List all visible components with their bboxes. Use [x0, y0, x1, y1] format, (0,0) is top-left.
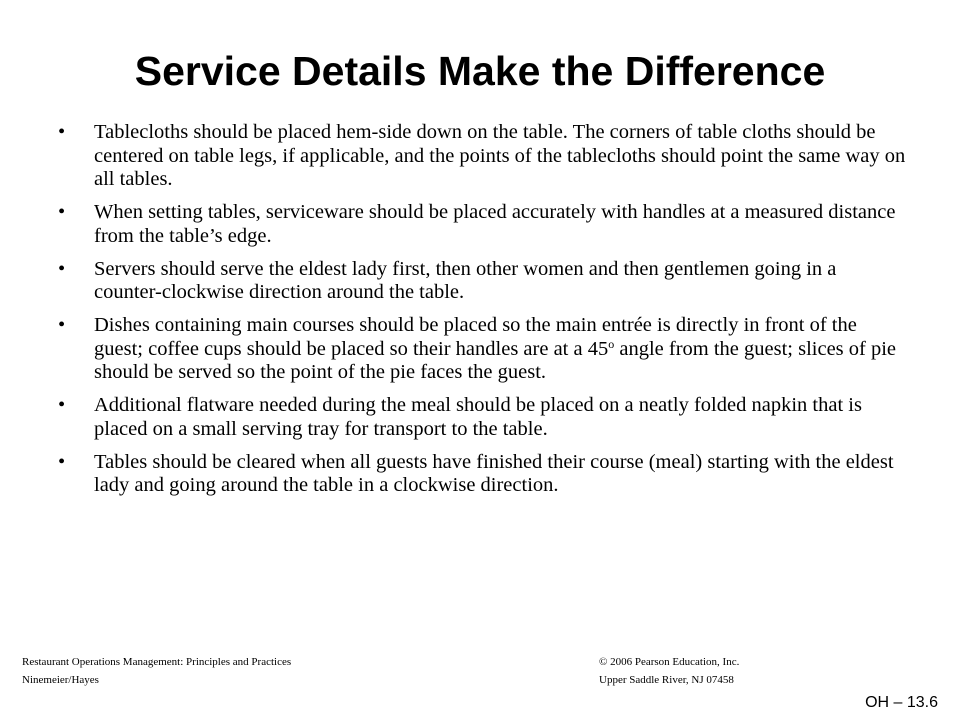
bullet-text [94, 314, 896, 383]
bullet-item [58, 451, 908, 498]
bullet-point-icon: • [58, 201, 66, 223]
bullet-item [58, 121, 908, 192]
bullet-point-icon: • [58, 450, 66, 473]
bullet-item [58, 258, 908, 305]
bullet-point-icon: • [58, 314, 66, 336]
slide-code: OH – 13.6 [865, 694, 938, 711]
bullet-text: Tablecloths should be placed hem-side down on the table. The corners of table cloths should be centered on table legs, if applicable, and the points of the tablecloths should point the same way on all tables. [94, 121, 906, 190]
slide-title: Service Details Make the Difference [134, 48, 826, 94]
bullet-item [58, 314, 908, 385]
bullet-point-icon: • [58, 394, 66, 416]
bullet-text: Tables should be cleared when all guests have finished their course (meal) starting with the eldest lady and going around the table in a clockwise direction. [94, 450, 894, 496]
bullet-list [58, 121, 908, 507]
bullet-item [58, 394, 908, 441]
footer-book-title: Restaurant Operations Management: Principles and Practices [22, 656, 292, 668]
footer-authors: Ninemeier/Hayes [22, 674, 99, 686]
bullet-text-part: angle from the guest; slices of pie should be served so the point of the pie faces the guest. [94, 337, 897, 383]
bullet-point-icon: • [58, 121, 66, 143]
bullet-text-part: Dishes containing main courses should be placed so the main entrée is directly in front of the guest; coffee cups should be placed so their handles are at a 45 [94, 314, 857, 360]
footer-copyright: © 2006 Pearson Education, Inc. [599, 656, 740, 668]
degree-superscript: o [608, 336, 615, 351]
footer-publisher-location: Upper Saddle River, NJ 07458 [599, 674, 734, 686]
bullet-point-icon: • [58, 257, 66, 280]
bullet-text: When setting tables, serviceware should be placed accurately with handles at a measured distance from the table’s edge. [94, 201, 896, 247]
bullet-text: Additional flatware needed during the meal should be placed on a neatly folded napkin that is placed on a small serving tray for transport to the table. [94, 394, 862, 440]
bullet-item [58, 201, 908, 248]
bullet-text: Servers should serve the eldest lady first, then other women and then gentlemen going in a counter-clockwise direction around the table. [94, 257, 837, 303]
